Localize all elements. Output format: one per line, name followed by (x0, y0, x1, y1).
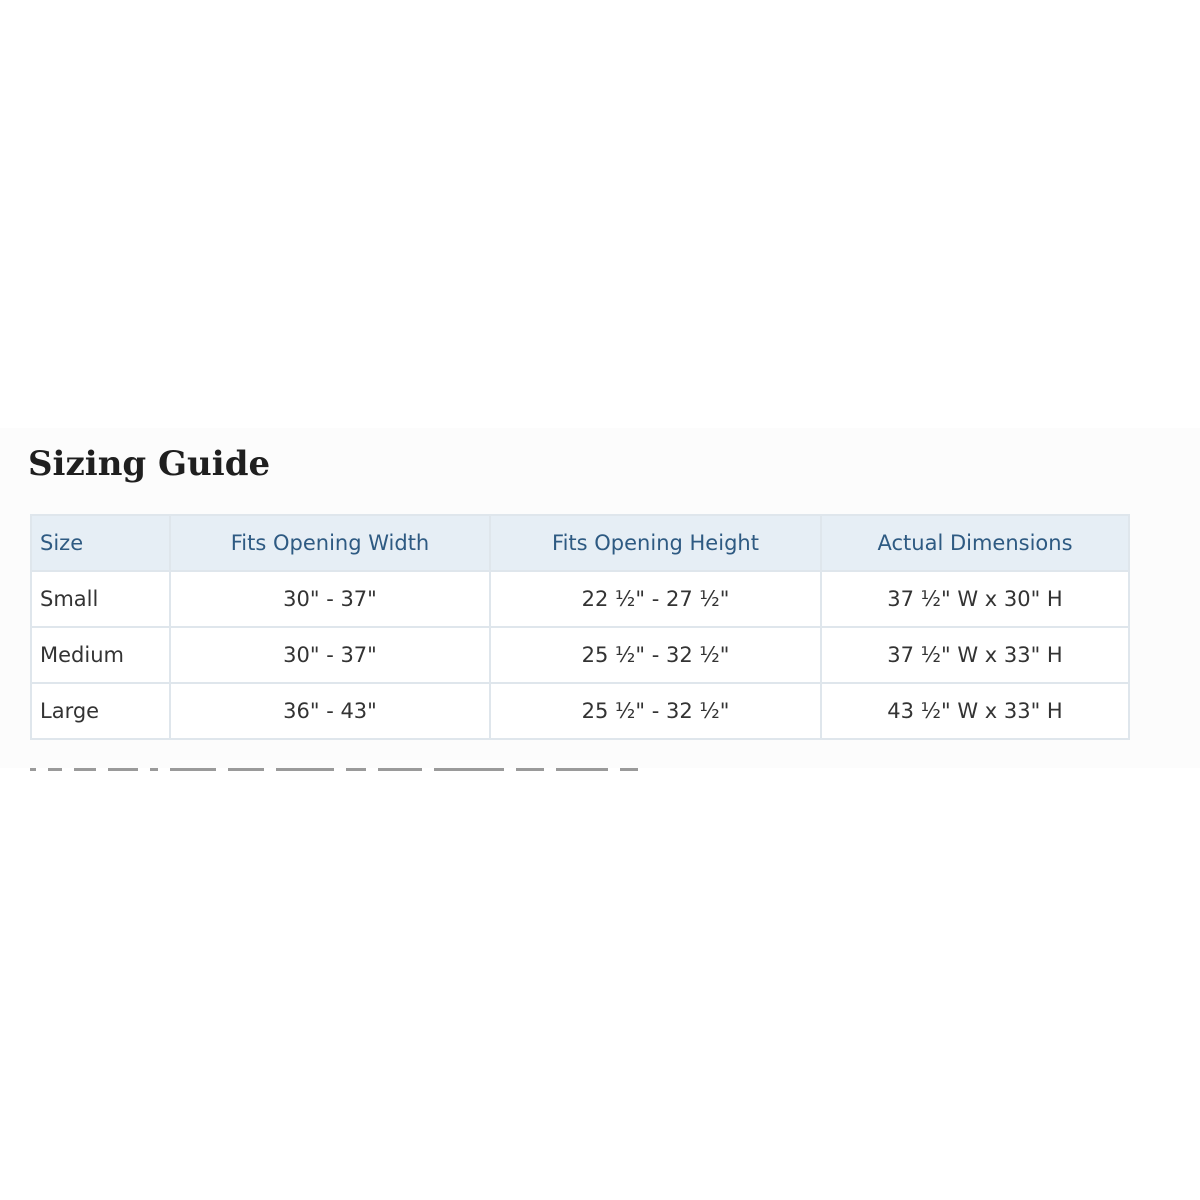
cell-height: 22 ½" - 27 ½" (490, 571, 821, 627)
cell-size: Medium (31, 627, 170, 683)
table-row (31, 683, 1129, 739)
cell-height: 25 ½" - 32 ½" (490, 627, 821, 683)
page-title: Sizing Guide (28, 444, 271, 484)
table-row (31, 571, 1129, 627)
cell-height: 25 ½" - 32 ½" (490, 683, 821, 739)
cell-dimensions: 37 ½" W x 33" H (821, 627, 1129, 683)
table-row (31, 627, 1129, 683)
cell-size: Large (31, 683, 170, 739)
sizing-table (30, 514, 1130, 740)
header-fits-opening-width: Fits Opening Width (170, 515, 490, 571)
cut-off-text-line (30, 765, 670, 771)
cell-size: Small (31, 571, 170, 627)
header-actual-dimensions: Actual Dimensions (821, 515, 1129, 571)
header-fits-opening-height: Fits Opening Height (490, 515, 821, 571)
table-header-row (31, 515, 1129, 571)
header-size: Size (31, 515, 170, 571)
cell-width: 30" - 37" (170, 571, 490, 627)
cell-width: 36" - 43" (170, 683, 490, 739)
cell-dimensions: 37 ½" W x 30" H (821, 571, 1129, 627)
cell-dimensions: 43 ½" W x 33" H (821, 683, 1129, 739)
cell-width: 30" - 37" (170, 627, 490, 683)
